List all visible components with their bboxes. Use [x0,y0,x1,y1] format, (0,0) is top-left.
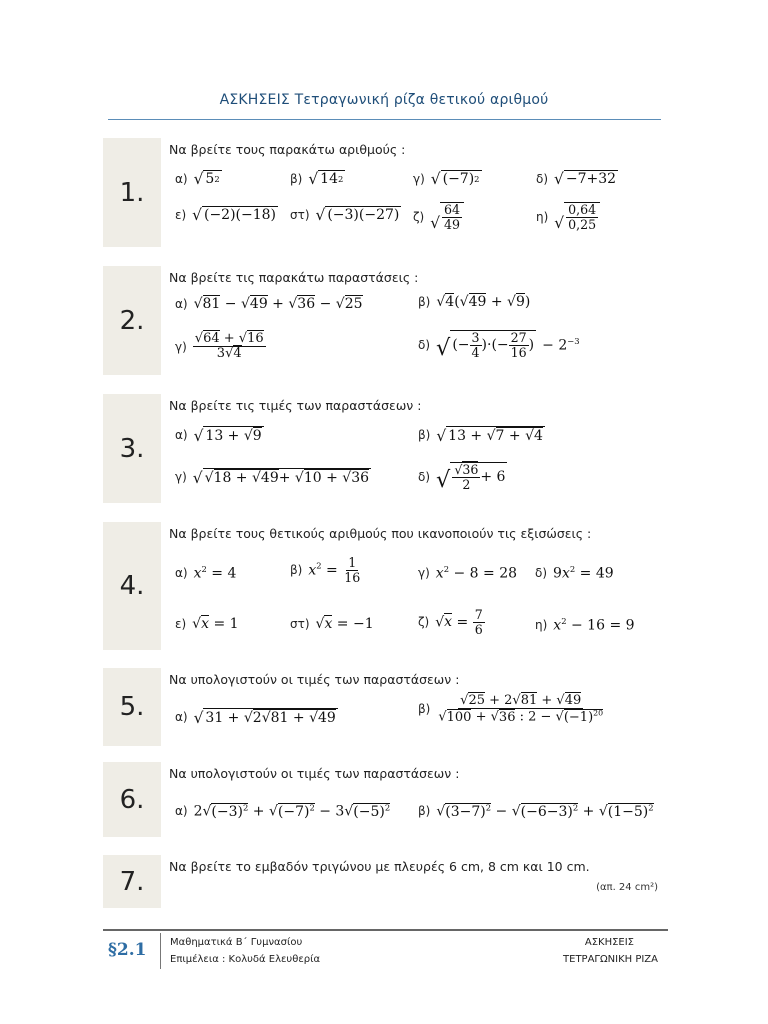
item-label: α) [175,171,188,186]
radical: √ (−2)(−18) [192,205,277,224]
item-label: δ) [418,337,431,352]
item-label: α) [175,710,188,724]
exercise-1-item-d [536,170,618,187]
footer-right-top: ΑΣΚΗΣΕΙΣ [584,937,634,948]
radical: √ (−3)(−27) [315,205,400,224]
item-label: β) [290,171,303,186]
item-label: η) [536,209,549,224]
exercise-number: 1. [119,177,145,208]
item-label: α) [175,428,188,442]
radical: √ 14 2 [308,169,344,188]
exercise-instruction: Να βρείτε τους θετικούς αριθμούς που ικανοποιούν τις εξισώσεις : [169,526,592,541]
radical: √ 13 + √ 7 + √4 [436,426,543,445]
footer-subject: Μαθηματικά Β΄ Γυμνασίου [170,937,303,948]
exercise-5 [103,668,668,746]
exercise-number-box [103,762,161,837]
item-label: γ) [418,565,430,580]
exercise-number-box [103,522,161,650]
item-label: δ) [535,565,548,580]
exercise-number-box [103,266,161,375]
exercise-4-item-g: ζ) √x = $\frac{7}{6}$ [418,607,483,637]
item-label: στ) [290,617,310,631]
radical: √ $\frac{0,64}{0,25}$ [554,202,600,232]
item-label: γ) [413,171,425,186]
exercise-number: 6. [119,784,145,815]
footer-divider [103,929,668,931]
radical: √ −7+32 [554,169,617,188]
footer-author: Επιμέλεια : Κολυδά Ελευθερία [170,954,321,965]
radical: √ 31 + √ 2√81 + √49 [193,708,336,727]
exercise-4-item-d: δ) $9x^2 = 49$ [535,564,614,582]
footer-separator [160,933,161,969]
exercise-7 [103,855,668,908]
item-label: α) [175,803,188,818]
exercise-number-box [103,138,161,247]
exercise-number: 3. [119,433,145,464]
exercise-4-item-e: ε) √x = 1 [175,616,239,632]
exercise-number-box [103,394,161,503]
radical: √ √ 18 + √49 + √ 10 + √36 [192,468,370,487]
item-label: γ) [175,339,187,354]
exercise-number-box [103,668,161,746]
exercise-1-item-g [413,202,464,232]
exercise-4-item-a: α) $x^2 = 4$ [175,564,237,582]
exercise-6-item-a: α) $2√(-3)^2 + √(-7)^2 - 3√(-5)^2$ [175,802,391,820]
item-label: β) [290,563,303,578]
exercise-4 [103,522,668,650]
exercise-4-item-h: η) $x^2 - 16 = 9$ [535,616,635,634]
radical: √ 13 + √ 9 [193,426,262,445]
radical: √ $\frac{√36}{2}$ + 6 [436,462,506,494]
exercise-number: 7. [119,866,145,897]
item-label: γ) [175,470,187,484]
exercise-1-item-a [175,170,222,187]
footer-right-bottom: ΤΕΤΡΑΓΩΝΙΚΗ ΡΙΖΑ [563,954,658,965]
exercise-number: 4. [119,571,145,601]
exercise-2-item-c: γ) $\frac{√64 + √16}{3√4}$ [175,331,264,362]
exercise-2 [103,266,668,375]
item-label: α) [175,297,188,311]
exercise-6 [103,762,668,837]
exercise-1-item-b [290,170,345,187]
exercise-1-item-h [536,202,600,232]
exercise-4-item-f: στ) √x = −1 [290,616,374,632]
exercise-3-item-c [175,468,371,486]
radical: √ $\frac{64}{49}$ [430,202,464,232]
exercise-instruction: Να υπολογιστούν οι τιμές των παραστάσεων : [169,766,460,781]
item-label: στ) [290,207,310,222]
exercise-instruction: Να βρείτε τις τιμές των παραστάσεων : [169,398,422,413]
exercise-6-item-b: β) $√(3-7)^2 - √(-6-3)^2 + √(1-5)^2$ [418,802,654,820]
item-label: ζ) [413,209,425,224]
item-label: δ) [536,171,549,186]
item-label: η) [535,617,548,632]
item-label: ε) [175,617,187,631]
item-label: β) [418,803,431,818]
exercise-number-box [103,855,161,908]
item-label: β) [418,702,431,717]
item-label: ε) [175,207,187,222]
exercise-4-item-b: β) $x^2$ = $\frac{1}{16}$ [290,555,361,585]
title-divider [108,119,661,120]
exercise-instruction: Να βρείτε τους παρακάτω αριθμούς : [169,142,406,157]
exercise-1 [103,138,668,247]
answer-note: (απ. 24 cm²) [596,882,658,893]
exercise-3 [103,394,668,503]
item-label: ζ) [418,615,430,630]
exercise-number: 5. [119,692,145,722]
item-label: β) [418,428,431,442]
exercise-2-item-d: δ) √ (− $\frac{3}{4}$ )·(− $\frac{27}{16}$ ) − $2^{-3}$ [418,330,580,362]
exercise-1-item-c [413,170,482,187]
exercise-2-item-b: β) √4(√49 + √9) [418,294,531,310]
exercise-1-item-e [175,206,278,223]
exercise-3-item-a [175,426,264,444]
exercise-3-item-b [418,426,545,444]
item-label: β) [418,295,431,309]
radical: √ (− $\frac{3}{4}$ )·(− $\frac{27}{16}$ ) [436,330,535,362]
exercise-instruction: Να υπολογιστούν οι τιμές των παραστάσεων : [169,672,460,687]
exercise-5-item-b: β) $\frac{√25 + 2√81 + √49}{√100 + √36 : 2 - √(-1)^{20}}$ [418,693,604,725]
item-label: δ) [418,469,431,484]
exercise-4-item-c: γ) $x^2 - 8 = 28$ [418,564,518,582]
page-title: ΑΣΚΗΣΕΙΣ Τετραγωνική ρίζα θετικού αριθμού [219,92,549,108]
exercise-instruction: Να βρείτε το εμβαδόν τριγώνου με πλευρές 6 cm, 8 cm και 10 cm. [169,859,590,874]
exercise-instruction: Να βρείτε τις παρακάτω παραστάσεις : [169,270,419,285]
exercise-number: 2. [119,305,145,336]
exercise-3-item-d [418,462,507,492]
exercise-5-item-a [175,708,338,726]
radical: √ (−7) 2 [430,169,480,188]
radical: √ 5 2 [193,169,220,188]
section-badge: §2.1 [108,940,147,960]
exercise-2-item-a: α) √81 − √49 + √36 − √25 [175,296,363,312]
exercise-1-item-f [290,206,401,223]
item-label: α) [175,565,188,580]
